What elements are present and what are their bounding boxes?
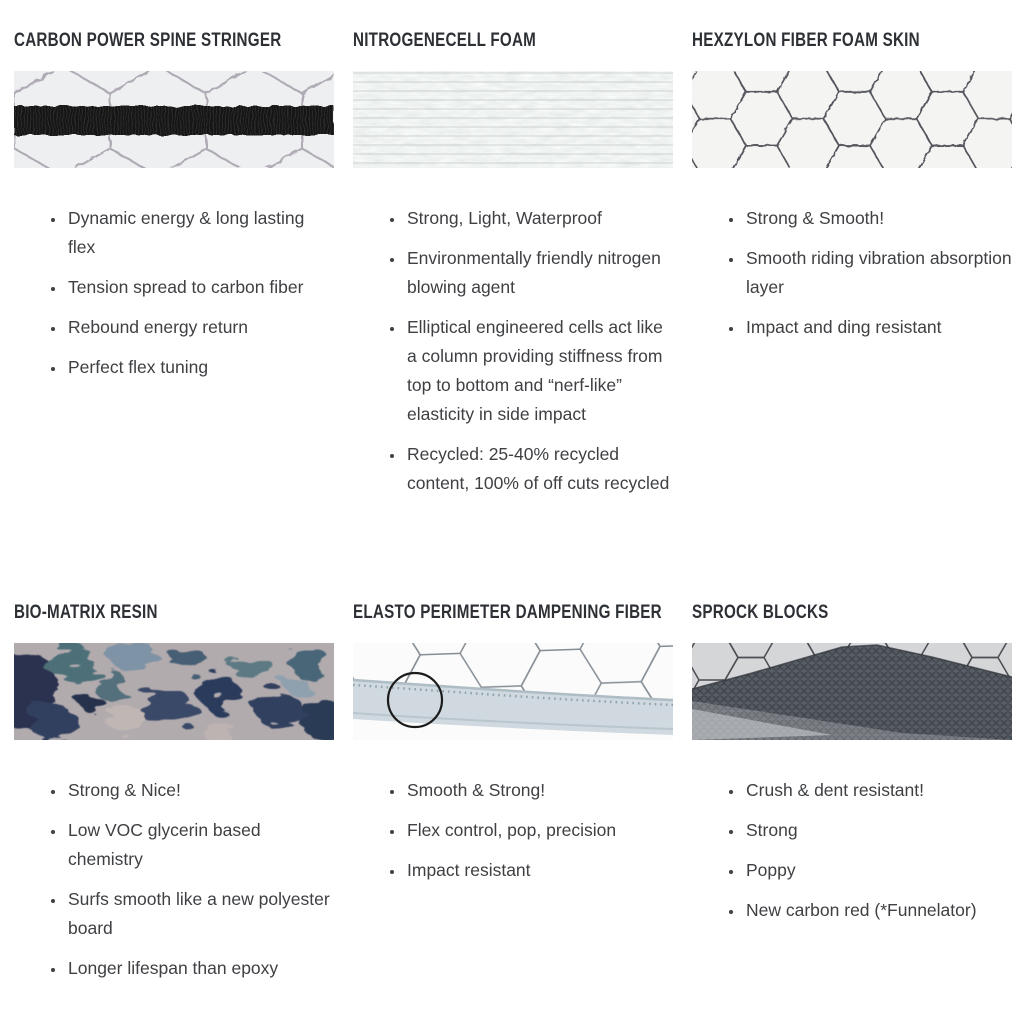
carbon-stringer-texture-image (14, 71, 334, 168)
feature-item: • Perfect flex tuning (66, 353, 334, 382)
feature-item: • Elliptical engineered cells act like a column providing stiffness from top to bottom and “nerf-like” elasticity in side impact (405, 313, 673, 429)
feature-item: • Crush & dent resistant! (744, 776, 1012, 805)
feature-item: • Smooth & Strong! (405, 776, 673, 805)
feature-item: • Strong (744, 816, 1012, 845)
feature-item: • Strong, Light, Waterproof (405, 204, 673, 233)
feature-item: • Longer lifespan than epoxy (66, 954, 334, 983)
feature-item: • Flex control, pop, precision (405, 816, 673, 845)
section-elasto-perimeter-dampening-fiber (353, 603, 673, 896)
section-bio-matrix-resin (14, 603, 334, 994)
foam-texture-image (353, 71, 673, 168)
section-nitrogenecell-foam (353, 31, 673, 509)
feature-item: • Dynamic energy & long lasting flex (66, 204, 334, 262)
feature-list (692, 776, 1012, 925)
feature-item: • Low VOC glycerin based chemistry (66, 816, 334, 874)
feature-item: • Surfs smooth like a new polyester board (66, 885, 334, 943)
section-carbon-power-spine-stringer (14, 31, 334, 393)
feature-item: • Strong & Smooth! (744, 204, 1012, 233)
feature-item: • Tension spread to carbon fiber (66, 273, 334, 302)
feature-list (353, 204, 673, 498)
feature-list (692, 204, 1012, 342)
hex-mesh-texture-image (692, 71, 1012, 168)
feature-item: • Environmentally friendly nitrogen blowing agent (405, 244, 673, 302)
feature-list (14, 776, 334, 983)
rail-dampening-fiber-image (353, 643, 673, 740)
feature-list (14, 204, 334, 382)
feature-item: • Poppy (744, 856, 1012, 885)
feature-item: • Impact resistant (405, 856, 673, 885)
section-heading: BIO-MATRIX RESIN (14, 602, 158, 623)
feature-list (353, 776, 673, 885)
feature-item: • Recycled: 25-40% recycled content, 100% of off cuts recycled (405, 440, 673, 498)
feature-item: • Rebound energy return (66, 313, 334, 342)
section-hexzylon-fiber-foam-skin (692, 31, 1012, 353)
feature-item: • Smooth riding vibration absorption layer (744, 244, 1012, 302)
section-heading: SPROCK BLOCKS (692, 602, 829, 623)
section-heading: HEXZYLON FIBER FOAM SKIN (692, 30, 920, 51)
section-heading: ELASTO PERIMETER DAMPENING FIBER (353, 602, 662, 623)
feature-item: • Strong & Nice! (66, 776, 334, 805)
resin-texture-image (14, 643, 334, 740)
section-heading: NITROGENECELL FOAM (353, 30, 537, 51)
section-heading: CARBON POWER SPINE STRINGER (14, 30, 282, 51)
feature-item: • Impact and ding resistant (744, 313, 1012, 342)
section-sprock-blocks (692, 603, 1012, 936)
feature-item: • New carbon red (*Funnelator) (744, 896, 1012, 925)
sprock-block-texture-image (692, 643, 1012, 740)
